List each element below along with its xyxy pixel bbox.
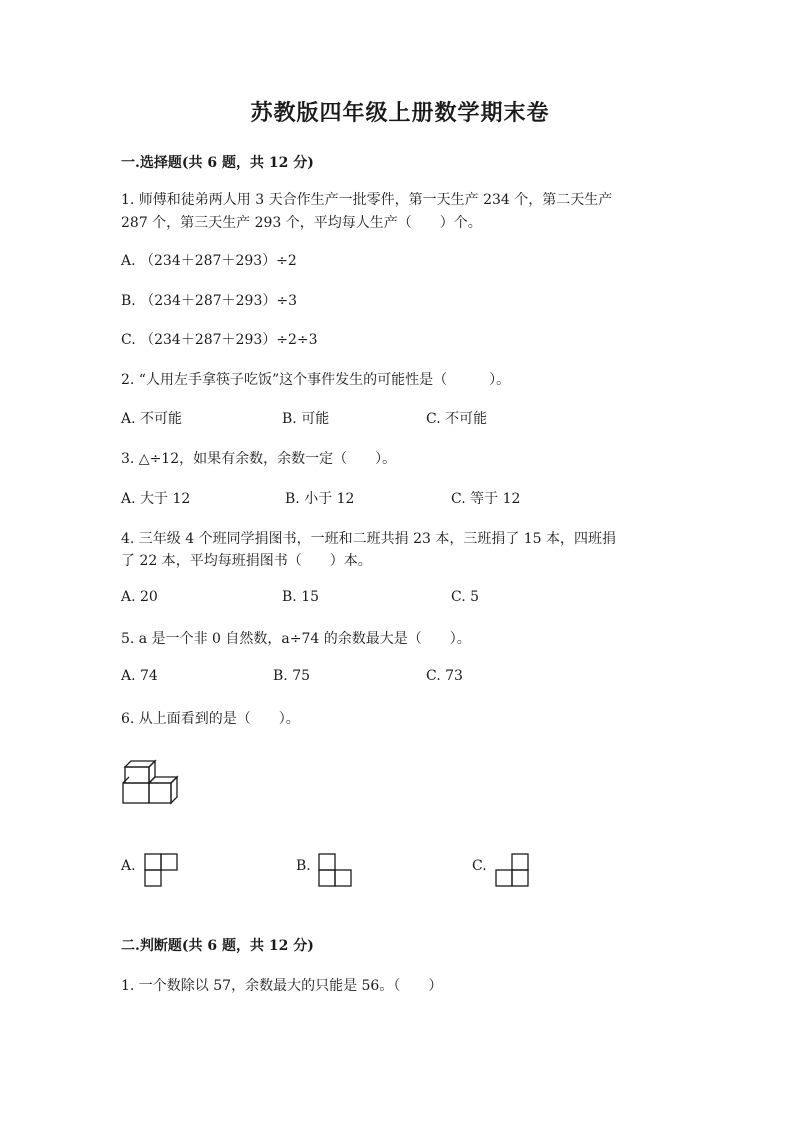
q3-text: 3. △÷12，如果有余数，余数一定（ ）。 — [121, 451, 397, 467]
q6-text: 6. 从上面看到的是（ ）。 — [121, 711, 300, 727]
q6-option-b-label: B. — [296, 858, 311, 874]
q5-text: 5. a 是一个非 0 自然数，a÷74 的余数最大是（ ）。 — [121, 631, 471, 647]
q2-option-b: B. 可能 — [282, 411, 330, 427]
q6-option-b-shape — [316, 852, 354, 888]
q1-line1: 1. 师傅和徒弟两人用 3 天合作生产一批零件，第一天生产 234 个，第二天生产 — [121, 192, 613, 208]
q6-option-a-label: A. — [121, 858, 136, 874]
q1-line2: 287 个，第三天生产 293 个，平均每人生产（ ）个。 — [121, 215, 482, 231]
q4-line1: 4. 三年级 4 个班同学捐图书，一班和二班共捐 23 本，三班捐了 15 本，四班捐 — [121, 531, 617, 547]
q4-option-c: C. 5 — [451, 589, 480, 605]
section2-header: 二.判断题(共 6 题，共 12 分) — [121, 938, 314, 954]
q5-option-b: B. 75 — [273, 668, 311, 684]
q3-option-c: C. 等于 12 — [451, 491, 521, 507]
q1-option-c: C. （234＋287＋293）÷2÷3 — [121, 332, 318, 348]
q3-option-a: A. 大于 12 — [121, 491, 191, 507]
q6-option-a-shape — [143, 852, 179, 888]
page-title: 苏教版四年级上册数学期末卷 — [250, 100, 550, 126]
q5-option-c: C. 73 — [426, 668, 463, 684]
q2-option-c: C. 不可能 — [426, 411, 488, 427]
q1-option-b: B. （234＋287＋293）÷3 — [121, 293, 297, 309]
q2-text: 2. “人用左手拿筷子吃饭”这个事件发生的可能性是（ ）。 — [121, 372, 511, 388]
q6-option-c-label: C. — [472, 858, 487, 874]
q4-option-b: B. 15 — [282, 589, 320, 605]
cube-stack-figure — [118, 755, 184, 807]
q2-option-a: A. 不可能 — [121, 411, 183, 427]
q1-option-a: A. （234＋287＋293）÷2 — [121, 253, 297, 269]
section1-header: 一.选择题(共 6 题，共 12 分) — [121, 155, 314, 171]
q5-option-a: A. 74 — [121, 668, 158, 684]
q6-option-c-shape — [493, 852, 531, 888]
q4-option-a: A. 20 — [121, 589, 158, 605]
q3-option-b: B. 小于 12 — [285, 491, 355, 507]
judge-q1-text: 1. 一个数除以 57，余数最大的只能是 56。（ ） — [121, 978, 443, 994]
q4-line2: 了 22 本，平均每班捐图书（ ）本。 — [121, 553, 372, 569]
